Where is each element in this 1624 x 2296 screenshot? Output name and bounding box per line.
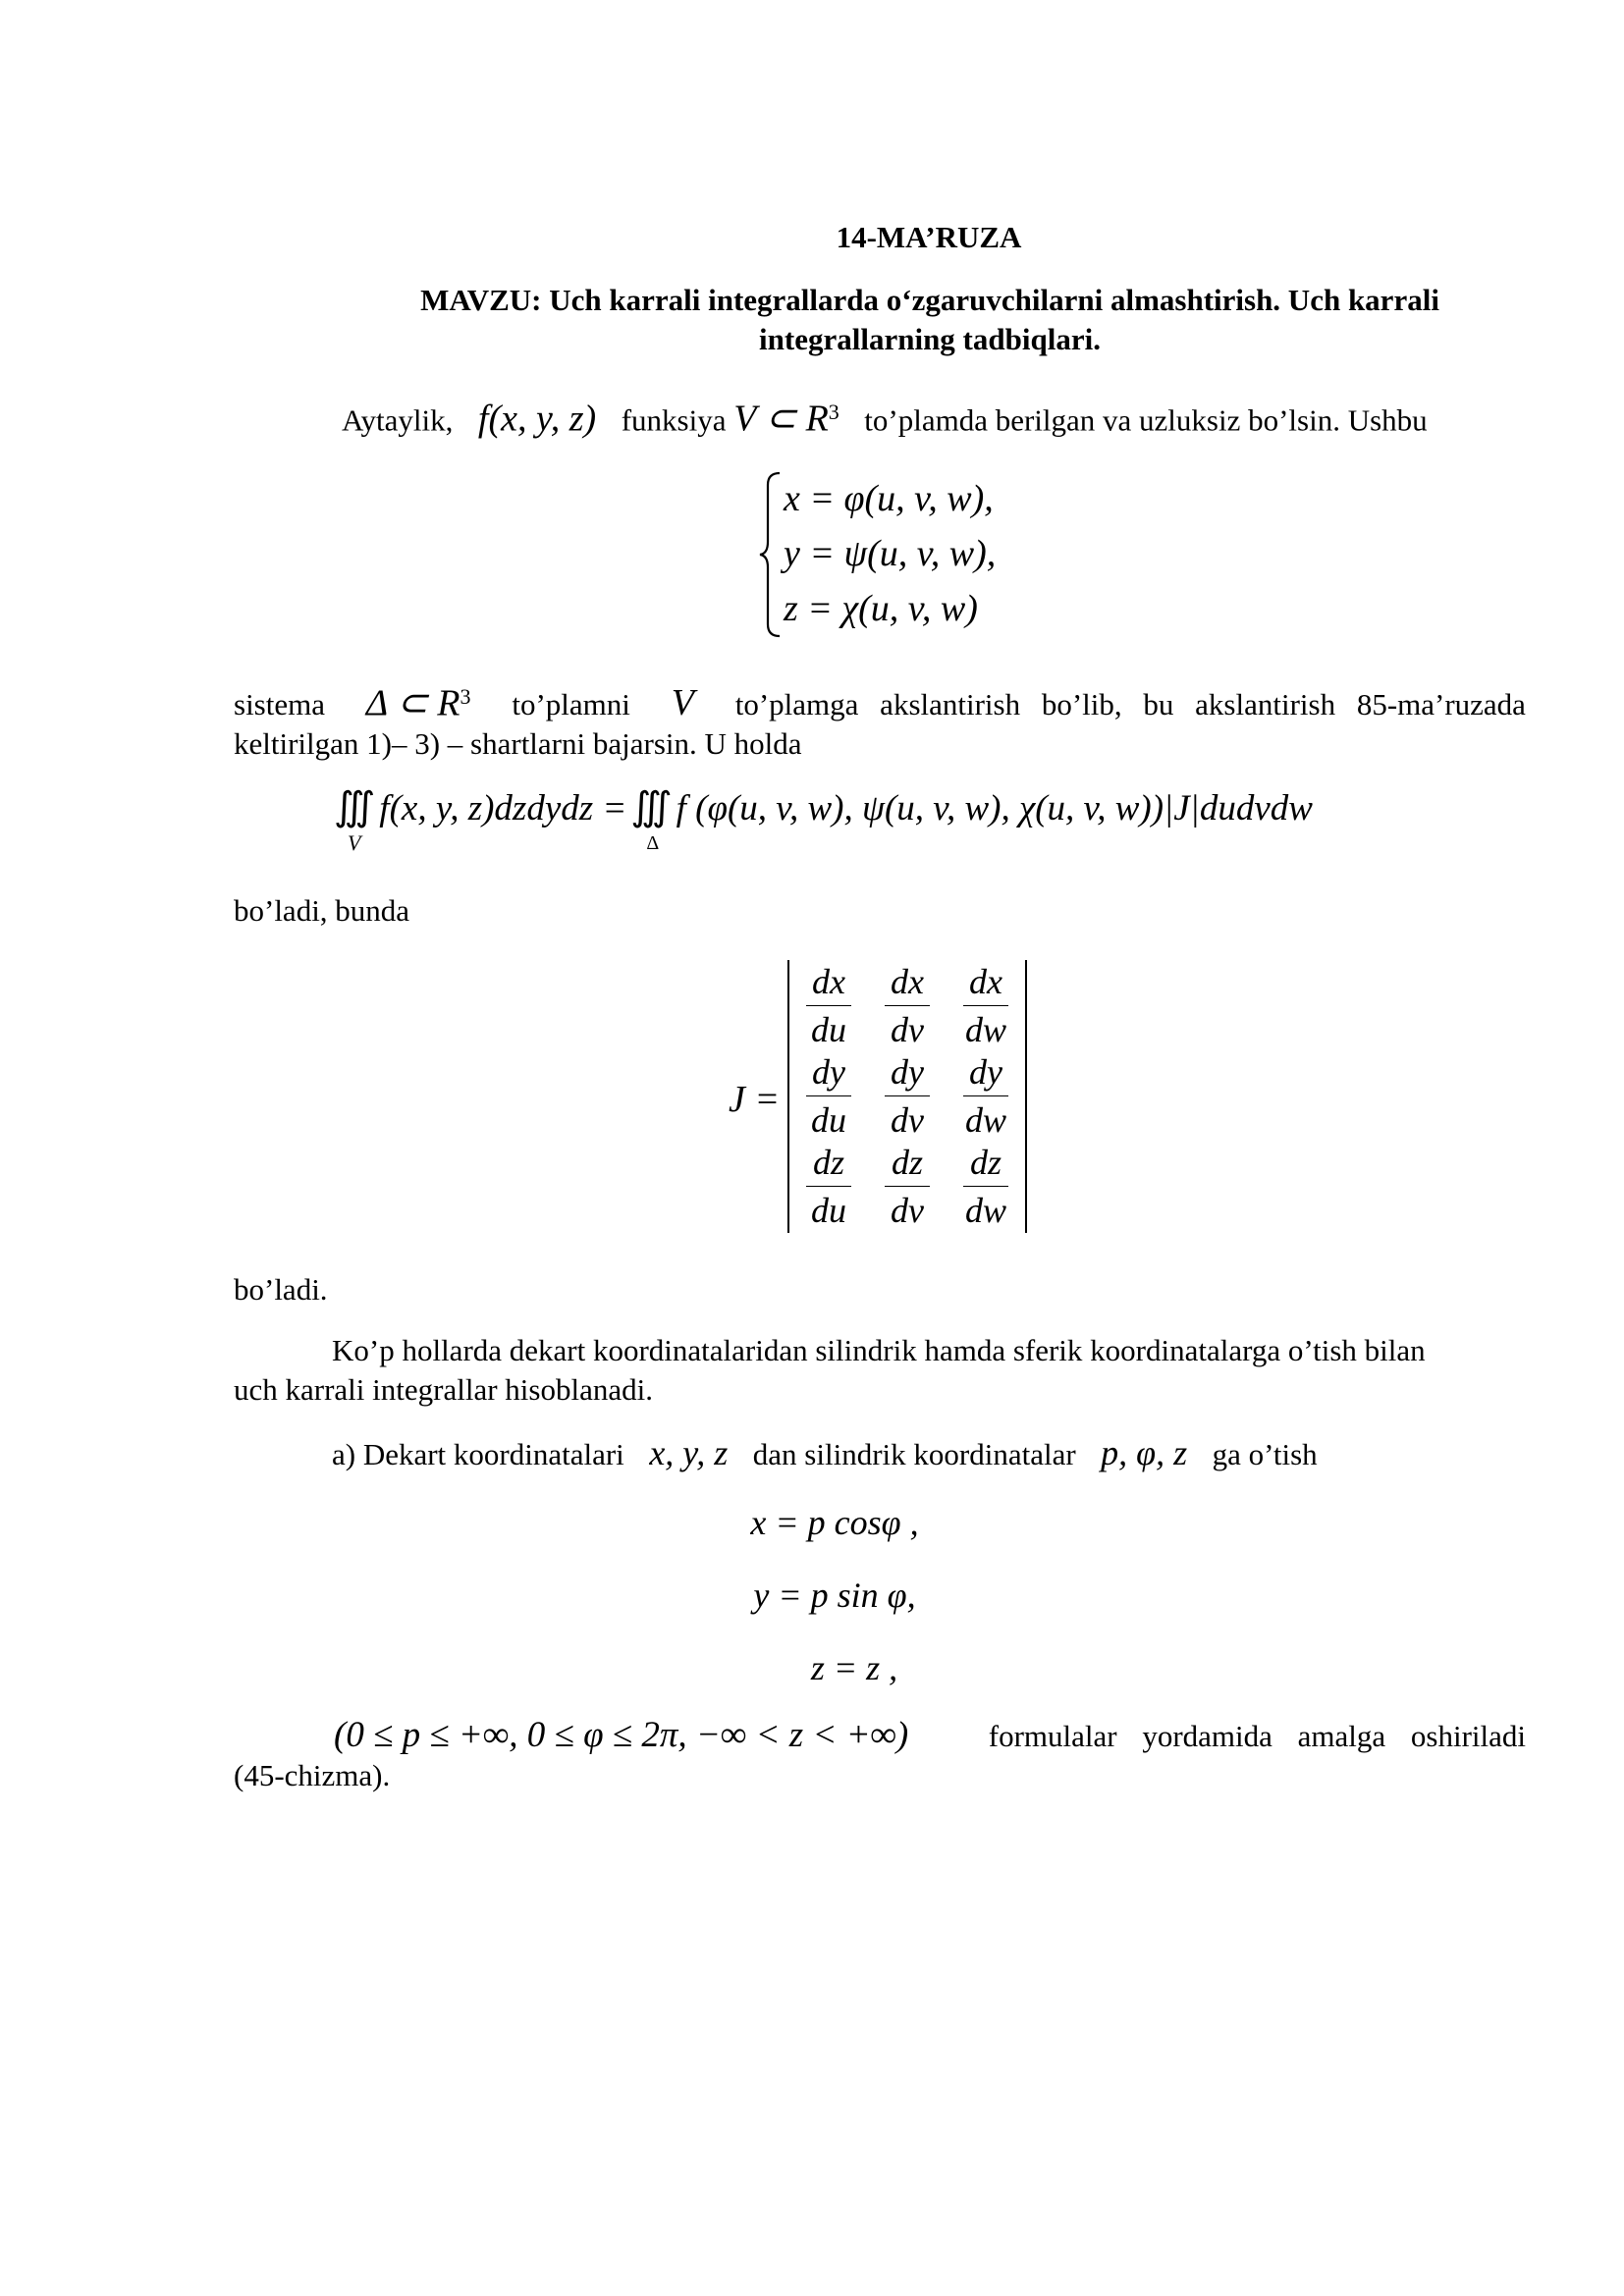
jacobian-denominator: dv [891, 1010, 924, 1049]
para1-word-aytaylik: Aytaylik, [342, 402, 454, 438]
topic-line-2 [236, 320, 1624, 359]
jacobian-numerator: dz [969, 1143, 1001, 1182]
paragraph-2 [234, 677, 1526, 764]
text-boladi: bo’ladi. [234, 1272, 328, 1307]
system-eq-z: z = χ(u, v, w) [784, 588, 978, 629]
jacobian-denominator: du [811, 1010, 846, 1049]
jacobian-numerator: dx [969, 962, 1002, 1001]
jacobian-numerator: dy [891, 1052, 924, 1092]
lecture-title-text: 14-MA’RUZA [836, 220, 1022, 254]
fraction-bar [963, 1005, 1008, 1006]
paragraph-3-line-1 [234, 1331, 1526, 1370]
function-f: f [477, 398, 489, 440]
jacobian-cell [789, 1141, 868, 1231]
cartesian-vars: x, y, z [649, 1433, 729, 1472]
formula-y: y = p sin φ, [753, 1575, 916, 1615]
lhs-integral [334, 783, 376, 855]
jacobian-cell [868, 1141, 947, 1231]
fraction-bar [806, 1186, 851, 1187]
integral-lhs: f(x, y, z)dzdydz = [379, 788, 627, 828]
fraction-bar [885, 1005, 930, 1006]
cylindrical-vars: p, φ, z [1101, 1433, 1188, 1472]
formula-z: z = z , [810, 1648, 898, 1687]
jacobian-cell [947, 960, 1025, 1050]
jacobian-grid [789, 960, 1025, 1231]
fraction-bar [963, 1186, 1008, 1187]
exponent-3: 3 [828, 400, 839, 424]
system-eq-x: x = φ(u, v, w), [784, 478, 994, 519]
paragraph-5-line-1 [234, 1716, 1526, 1756]
jacobian-denominator: dv [891, 1100, 924, 1140]
jacobian-cell [789, 1050, 868, 1141]
para4-text-3: ga o’tish [1212, 1437, 1318, 1471]
jacobian-cell [947, 1141, 1025, 1231]
jacobian-denominator: du [811, 1100, 846, 1140]
exponent-3-b: 3 [460, 684, 471, 709]
paragraph-1 [342, 393, 1428, 440]
system-brace [756, 469, 785, 640]
jacobian-numerator: dz [812, 1143, 844, 1182]
jacobian-numerator: dx [812, 962, 845, 1001]
topic-line-1-text: MAVZU: Uch karrali integrallarda o‘zgaruvchilarni almashtirish. Uch karrali [420, 283, 1439, 317]
rhs-integral [630, 783, 673, 854]
set-v: V [671, 682, 694, 724]
coordinate-ranges: (0 ≤ p ≤ +∞, 0 ≤ φ ≤ 2π, −∞ < z < +∞) [334, 1715, 909, 1755]
lecture-title [0, 218, 1624, 257]
jacobian-numerator: dz [891, 1143, 923, 1182]
para2-rest: to’plamga akslantirish bo’lib, bu akslantirish 85-ma’ruzada [734, 687, 1526, 722]
system-eq-y: y = ψ(u, v, w), [784, 533, 997, 574]
set-delta-subset-r: Δ ⊂ R [365, 682, 460, 724]
paragraph-4 [332, 1433, 1318, 1474]
text-boladi-bunda: bo’ladi, bunda [234, 893, 410, 928]
topic-line-2-text: integrallarning tadbiqlari. [759, 322, 1101, 356]
fraction-bar [806, 1005, 851, 1006]
jacobian-denominator: dw [964, 1191, 1006, 1230]
para5-text: formulalar yordamida amalga oshiriladi [988, 1719, 1526, 1753]
formula-x: x = p cosφ , [750, 1503, 919, 1542]
jacobian-cell [868, 960, 947, 1050]
jacobian-denominator: dw [964, 1010, 1006, 1049]
fraction-bar [963, 1095, 1008, 1096]
system-equations [784, 471, 996, 636]
paragraph-2-line-1 [234, 677, 1526, 724]
jacobian-denominator: du [811, 1191, 846, 1230]
para4-text-1: a) Dekart koordinatalari [332, 1437, 624, 1471]
jacobian-cell [789, 960, 868, 1050]
jacobian-label: J = [729, 1079, 781, 1120]
para1-word-funksiya: funksiya [621, 402, 727, 438]
para3-line1-text: Ko’p hollarda dekart koordinatalaridan silindrik hamda sferik koordinatalarga o’tish bilan [332, 1333, 1426, 1367]
para2-word-sistema: sistema [234, 687, 325, 722]
jacobian-cell [947, 1050, 1025, 1141]
para4-text-2: dan silindrik koordinatalar [752, 1437, 1076, 1471]
paragraph-3-line-2: uch karrali integrallar hisoblanadi. [234, 1372, 653, 1407]
integral-formula [334, 783, 1313, 855]
function-args: (x, y, z) [488, 398, 597, 440]
set-v-subset-r: V ⊂ R [733, 398, 829, 440]
integral-rhs: f (φ(u, v, w), ψ(u, v, w), χ(u, v, w))|J|dudvdw [676, 788, 1313, 828]
fraction-bar [806, 1095, 851, 1096]
jacobian-denominator: dw [964, 1100, 1006, 1140]
jacobian-cell [868, 1050, 947, 1141]
jacobian-denominator: dv [891, 1191, 924, 1230]
triple-integral-sign: ∭ [334, 784, 376, 828]
fraction-bar [885, 1186, 930, 1187]
paragraph-3 [234, 1331, 1526, 1410]
fraction-bar [885, 1095, 930, 1096]
paragraph-5-line-2: (45-chizma). [234, 1758, 391, 1792]
jacobian-numerator: dy [812, 1052, 845, 1092]
topic-line-1 [236, 281, 1624, 320]
jacobian-numerator: dy [969, 1052, 1002, 1092]
jacobian-numerator: dx [891, 962, 924, 1001]
triple-integral-sign-2: ∭ [630, 784, 673, 828]
paragraph-5 [234, 1716, 1526, 1795]
paragraph-2-line-2: keltirilgan 1)– 3) – shartlarni bajarsin. U holda [234, 726, 802, 762]
integral-sub-delta: Δ [646, 832, 660, 854]
para1-rest: to’plamda berilgan va uzluksiz bo’lsin. Ushbu [864, 402, 1428, 438]
integral-sub-v: V [348, 830, 361, 855]
para2-word-toplamni: to’plamni [512, 687, 630, 722]
jacobian-matrix [787, 960, 1027, 1233]
